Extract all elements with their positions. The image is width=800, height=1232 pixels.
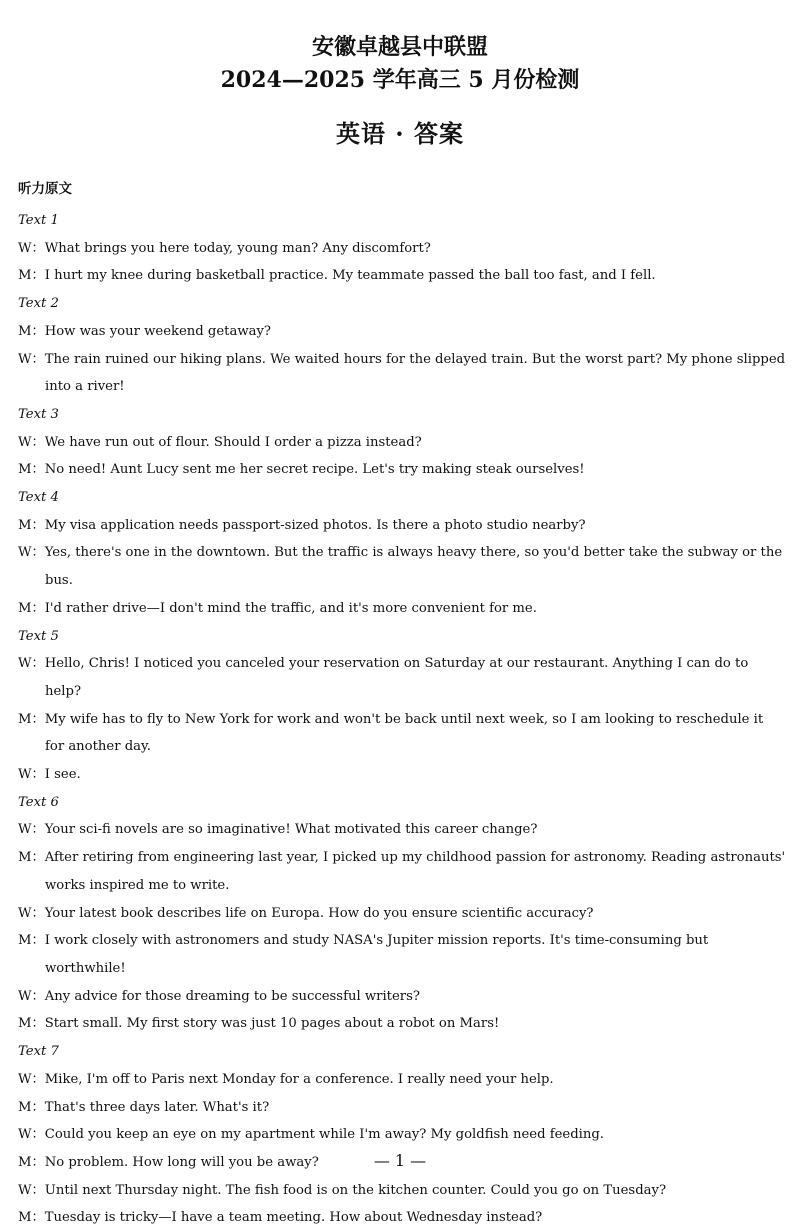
dialogue-line: M：I hurt my knee during basketball practice. My teammate passed the ball too fast, and I fell. [18, 268, 656, 284]
dialogue-line: W：The rain ruined our hiking plans. We waited hours for the delayed train. But the worst part? My phone slipped into a river! [18, 351, 786, 395]
text-heading: Text 1 [18, 213, 59, 228]
dialogue-line: M：I'd rather drive—I don't mind the traffic, and it's more convenient for me. [18, 600, 537, 616]
dialogue-line: W：I see. [18, 767, 81, 783]
dialogue-line: M：I work closely with astronomers and study NASA's Jupiter mission reports. It's time-consuming but worthwhile! [18, 933, 709, 976]
dialogue-line: M：Start small. My first story was just 10 pages about a robot on Mars! [18, 1016, 500, 1032]
listening-transcript [18, 207, 786, 1232]
text-heading: Text 3 [18, 406, 59, 422]
dialogue-line: M：That's three days later. What's it? [18, 1099, 270, 1115]
exam-title: 2024—2025 学年高三 5 月份检测 [220, 67, 580, 93]
alliance-title: 安徽卓越县中联盟 [311, 34, 488, 60]
dialogue-line: M：No need! Aunt Lucy sent me her secret recipe. Let's try making steak ourselves! [18, 462, 585, 478]
section-title: 听力原文 [18, 181, 72, 197]
dialogue-line: M：How was your weekend getaway? [18, 323, 271, 339]
dialogue-line: W：Your sci-fi novels are so imaginative! What motivated this career change? [18, 822, 538, 838]
text-heading: Text 5 [18, 628, 59, 644]
dialogue-line: W：Your latest book describes life on Europa. How do you ensure scientific accuracy? [18, 905, 594, 921]
text-heading: Text 7 [18, 1044, 59, 1060]
dialogue-line: W：What brings you here today, young man? Any discomfort? [18, 240, 431, 256]
dialogue-line: W：Any advice for those dreaming to be successful writers? [18, 988, 420, 1004]
text-heading: Text 2 [18, 296, 59, 312]
dialogue-line: W：Yes, there's one in the downtown. But the traffic is always heavy there, so you'd better take the subway or the bus. [18, 545, 783, 589]
dialogue-line: M：My wife has to fly to New York for work and won't be back until next week, so I am looking to reschedule it for another day. [18, 711, 764, 755]
dialogue-line: M：Tuesday is tricky—I have a team meeting. How about Wednesday instead? [18, 1210, 543, 1226]
dialogue-line: W：Could you keep an eye on my apartment while I'm away? My goldfish need feeding. [18, 1127, 604, 1143]
dialogue-line: W：Hello, Chris! I noticed you canceled your reservation on Saturday at our restaurant. Anything I can do to help? [18, 656, 749, 699]
text-heading: Text 4 [18, 490, 59, 506]
page-number: — 1 — [373, 1151, 427, 1170]
dialogue-line: M：After retiring from engineering last year, I picked up my childhood passion for astronomy. Reading astronauts' works inspired me to write. [18, 850, 786, 893]
dialogue-line: W：Mike, I'm off to Paris next Monday for a conference. I really need your help. [18, 1071, 554, 1087]
dialogue-line: M：No problem. How long will you be away? [18, 1154, 319, 1170]
text-heading: Text 6 [18, 794, 59, 810]
dialogue-line: W：Until next Thursday night. The fish food is on the kitchen counter. Could you go on Tuesday? [18, 1182, 667, 1198]
dialogue-line: W：We have run out of flour. Should I order a pizza instead? [18, 434, 422, 450]
subject-title: 英语 · 答案 [335, 119, 465, 148]
dialogue-line: M：My visa application needs passport-sized photos. Is there a photo studio nearby? [18, 517, 586, 533]
